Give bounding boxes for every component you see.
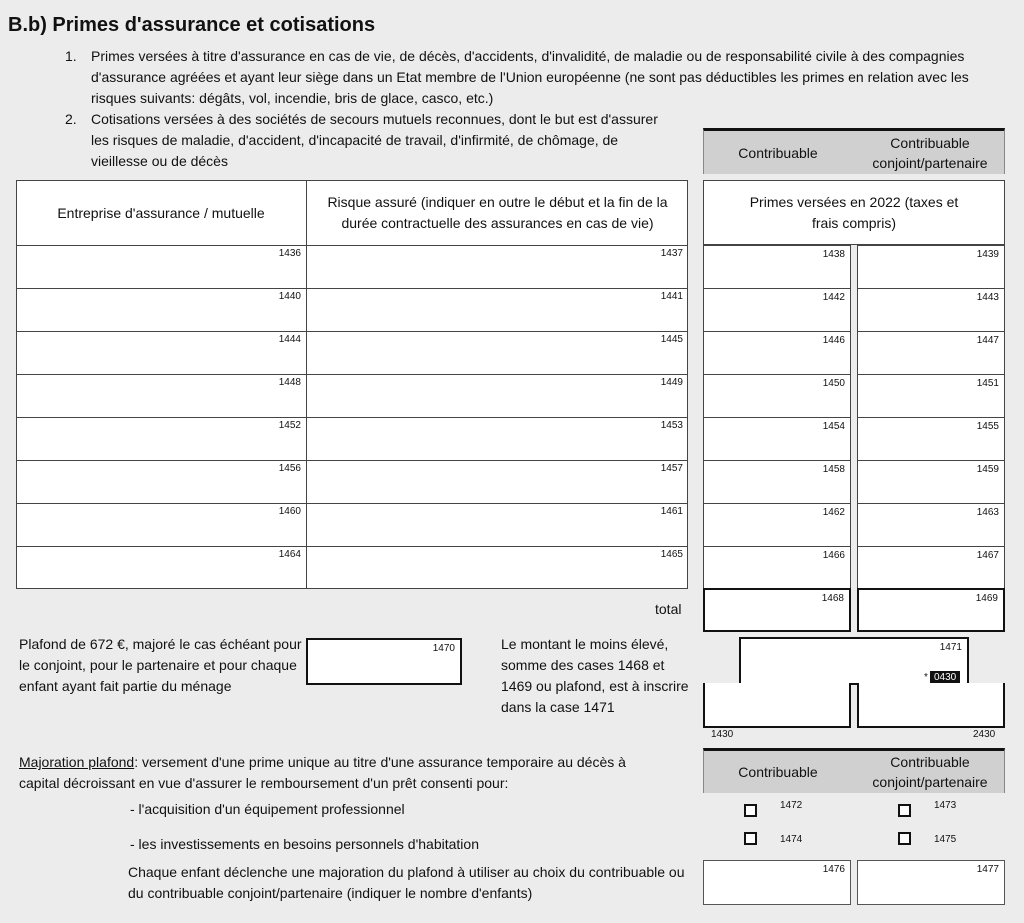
field-code: 1454 [822, 421, 845, 432]
item-2-number: 2. [65, 111, 77, 127]
item-2-text: Cotisations versées à des sociétés de secours mutuels reconnues, dont le but est d'assurer les risques de maladie, d'accident, d'incapacité de travail, d'infirmité, de chômage, de vieillesse ou de décès [91, 111, 658, 169]
item-1-text: Primes versées à titre d'assurance en cas de vie, de décès, d'accidents, d'invalidité, de maladie ou de responsabilité civile à des compagnies d'assurance agréées et ayant leur siège dans un Etat membre de l'Union européenne (ne sont pas déductibles les primes en relation avec les risques suivants: dégâts, vol, incendie, bris de glace, casco, etc.) [91, 48, 969, 106]
entreprise-field[interactable] [16, 460, 306, 503]
col-entreprise-header: Entreprise d'assurance / mutuelle [57, 204, 265, 221]
field-code: 1464 [278, 549, 301, 560]
risque-field[interactable] [306, 374, 688, 417]
plafond-instruction: Le montant le moins élevé, somme des cases 1468 et 1469 ou plafond, est à inscrire dans la case 1471 [501, 636, 689, 715]
prime-conjoint-field[interactable] [857, 374, 1005, 418]
asterisk-marker: * [924, 672, 928, 683]
enfant-conjoint-field[interactable] [857, 860, 1005, 905]
prime-contribuable-field[interactable] [703, 503, 851, 547]
risque-field[interactable] [306, 460, 688, 503]
total-code-conjoint: 1469 [975, 593, 998, 604]
field-code: 1453 [660, 420, 683, 431]
field-code: 1465 [660, 549, 683, 560]
majoration-header-contribuable: Contribuable [738, 764, 818, 780]
field-code: 1446 [822, 335, 845, 346]
prime-conjoint-field[interactable] [857, 245, 1005, 289]
field-code: 1439 [976, 249, 999, 260]
plafond-field[interactable] [306, 638, 462, 685]
entreprise-field[interactable] [16, 503, 306, 546]
risque-field[interactable] [306, 288, 688, 331]
field-code: 1447 [976, 335, 999, 346]
prime-conjoint-field[interactable] [857, 546, 1005, 590]
field-code: 1438 [822, 249, 845, 260]
item-1-number: 1. [65, 48, 77, 64]
prime-contribuable-field[interactable] [703, 331, 851, 375]
majoration-link: Majoration plafond [19, 754, 135, 770]
col-primes-header: Primes versées en 2022 (taxes et frais compris) [749, 193, 959, 231]
risque-field[interactable] [306, 245, 688, 288]
result-code: 1471 [939, 642, 962, 653]
field-code: 1436 [278, 248, 301, 259]
field-code: 1459 [976, 464, 999, 475]
checkbox-1473[interactable] [898, 804, 911, 817]
code-2430: 2430 [973, 729, 996, 740]
col-risque-header: Risque assuré (indiquer en outre le début et la fin de la durée contractuelle des assurances en cas de vie) [327, 194, 668, 231]
field-code: 1441 [660, 291, 683, 302]
entreprise-field[interactable] [16, 288, 306, 331]
prime-conjoint-field[interactable] [857, 503, 1005, 547]
result-conjoint-field[interactable] [857, 683, 1005, 728]
field-code: 1448 [278, 377, 301, 388]
field-code: 1455 [976, 421, 999, 432]
risque-field[interactable] [306, 417, 688, 460]
enfant-code-contribuable: 1476 [822, 864, 845, 875]
field-code: 1466 [822, 550, 845, 561]
code-1472: 1472 [780, 800, 803, 811]
majoration-header [703, 748, 1005, 793]
total-conjoint-field[interactable] [857, 588, 1005, 632]
prime-contribuable-field[interactable] [703, 460, 851, 504]
majoration-description: : versement d'une prime unique au titre d'une assurance temporaire au décès à capital décroissant en vue d'assurer le remboursement d'un prêt consenti pour: [19, 754, 626, 791]
prime-contribuable-field[interactable] [703, 417, 851, 461]
result-tag: 0430 [930, 671, 960, 684]
field-code: 1443 [976, 292, 999, 303]
code-1473: 1473 [934, 800, 957, 811]
field-code: 1460 [278, 506, 301, 517]
field-code: 1440 [278, 291, 301, 302]
entreprise-field[interactable] [16, 245, 306, 288]
taxpayer-header [703, 128, 1005, 174]
majoration-header-conjoint: Contribuable conjoint/partenaire [872, 754, 988, 790]
item-1 [65, 46, 991, 109]
code-1475: 1475 [934, 834, 957, 845]
code-1474: 1474 [780, 834, 803, 845]
header-conjoint: Contribuable conjoint/partenaire [872, 134, 988, 171]
header-contribuable: Contribuable [738, 144, 818, 161]
prime-conjoint-field[interactable] [857, 288, 1005, 332]
field-code: 1467 [976, 550, 999, 561]
field-code: 1462 [822, 507, 845, 518]
section-title: B.b) Primes d'assurance et cotisations [8, 14, 376, 36]
field-code: 1445 [660, 334, 683, 345]
field-code: 1442 [822, 292, 845, 303]
field-code: 1456 [278, 463, 301, 474]
prime-conjoint-field[interactable] [857, 417, 1005, 461]
prime-contribuable-field[interactable] [703, 245, 851, 289]
result-contribuable-field[interactable] [703, 683, 851, 728]
enfant-text: Chaque enfant déclenche une majoration du plafond à utiliser au choix du contribuable ou du contribuable conjoint/partenaire (indiquer le nombre d'enfants) [128, 864, 685, 901]
field-code: 1457 [660, 463, 683, 474]
field-code: 1463 [976, 507, 999, 518]
entreprise-field[interactable] [16, 374, 306, 417]
entreprise-field[interactable] [16, 546, 306, 589]
item-2 [65, 109, 671, 172]
total-label: total [655, 601, 682, 617]
risque-field[interactable] [306, 331, 688, 374]
field-code: 1437 [660, 248, 683, 259]
field-code: 1450 [822, 378, 845, 389]
field-code: 1451 [976, 378, 999, 389]
code-1430: 1430 [711, 729, 734, 740]
prime-contribuable-field[interactable] [703, 288, 851, 332]
field-code: 1444 [278, 334, 301, 345]
majoration-text [19, 752, 659, 794]
total-contribuable-field[interactable] [703, 588, 851, 632]
entreprise-field[interactable] [16, 417, 306, 460]
entreprise-field[interactable] [16, 331, 306, 374]
checkbox-1475[interactable] [898, 832, 911, 845]
plafond-text: Plafond de 672 €, majoré le cas échéant pour le conjoint, pour le partenaire et pour chaque enfant ayant fait partie du ménage [19, 636, 302, 694]
risque-field[interactable] [306, 503, 688, 546]
field-code: 1461 [660, 506, 683, 517]
field-code: 1449 [660, 377, 683, 388]
prime-conjoint-field[interactable] [857, 460, 1005, 504]
risque-field[interactable] [306, 546, 688, 589]
majoration-item-1-label: - l'acquisition d'un équipement professionnel [130, 801, 405, 817]
checkbox-1472[interactable] [744, 804, 757, 817]
field-code: 1458 [822, 464, 845, 475]
prime-contribuable-field[interactable] [703, 546, 851, 590]
prime-conjoint-field[interactable] [857, 331, 1005, 375]
prime-contribuable-field[interactable] [703, 374, 851, 418]
total-code-contribuable: 1468 [821, 593, 844, 604]
majoration-item-2-label: - les investissements en besoins personnels d'habitation [130, 836, 479, 852]
checkbox-1474[interactable] [744, 832, 757, 845]
enfant-contribuable-field[interactable] [703, 860, 851, 905]
enfant-code-conjoint: 1477 [976, 864, 999, 875]
field-code: 1452 [278, 420, 301, 431]
plafond-code: 1470 [432, 643, 455, 654]
